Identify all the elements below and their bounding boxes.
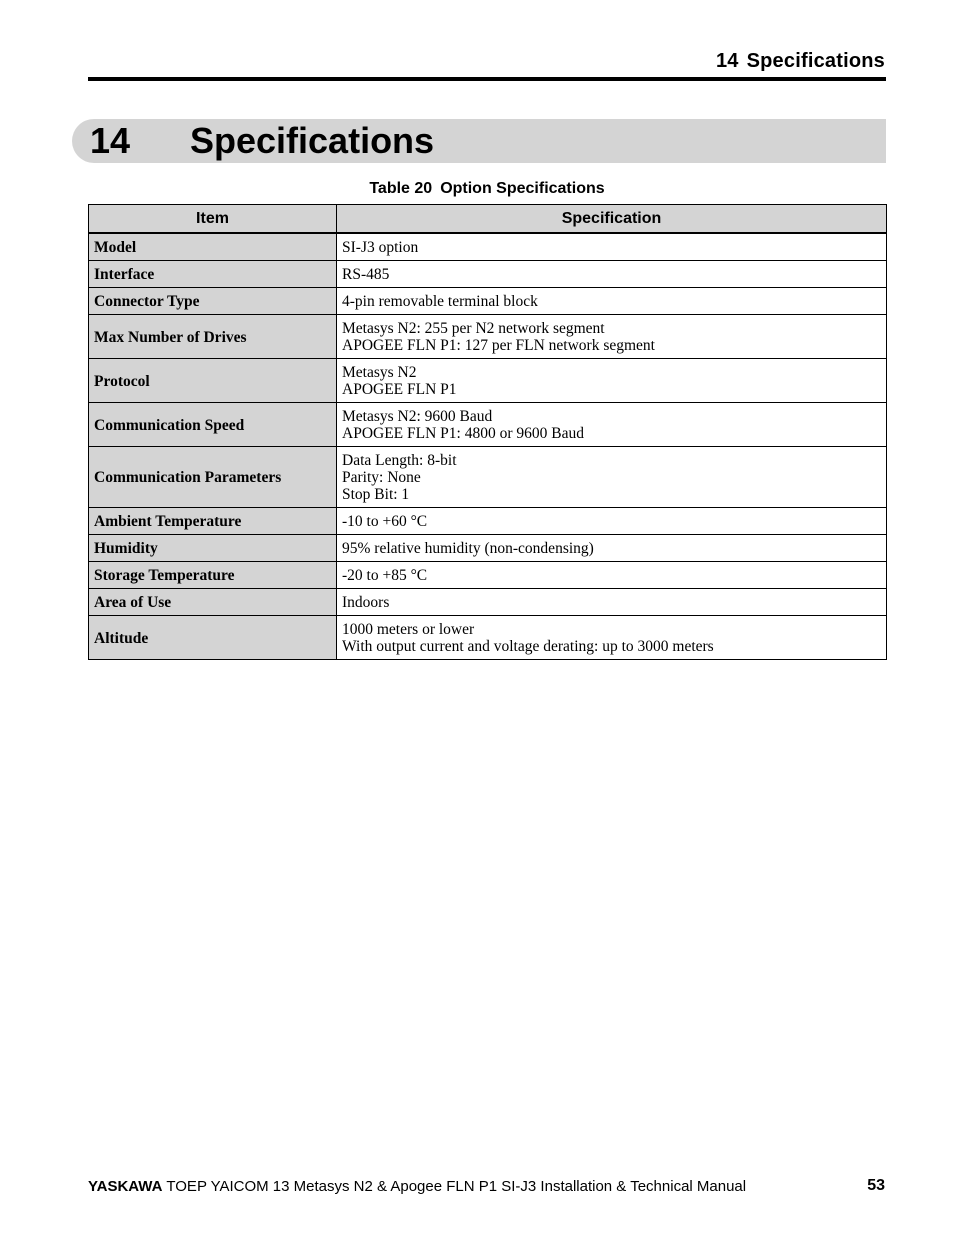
table-row — [89, 288, 887, 315]
table-row — [89, 535, 887, 562]
specification-line: Parity: None — [342, 469, 421, 486]
row-specification — [337, 447, 887, 508]
row-item-label: Connector Type — [89, 288, 337, 315]
option-specifications-table — [88, 204, 887, 660]
row-specification — [337, 403, 887, 447]
footer — [88, 1178, 746, 1195]
table-row — [89, 233, 887, 261]
row-specification — [337, 508, 887, 535]
specification-line: Data Length: 8-bit — [342, 452, 457, 469]
table-row — [89, 562, 887, 589]
row-item-label: Altitude — [89, 616, 337, 660]
specification-line: With output current and voltage derating: up to 3000 meters — [342, 638, 714, 655]
specification-line: 1000 meters or lower — [342, 621, 475, 638]
footer-brand: YASKAWA — [88, 1178, 163, 1195]
row-item-label: Model — [89, 233, 337, 261]
row-item-label: Interface — [89, 261, 337, 288]
specification-line: 95% relative humidity (non-condensing) — [342, 540, 594, 557]
row-specification — [337, 288, 887, 315]
header-rule — [88, 77, 886, 81]
row-item-label: Protocol — [89, 359, 337, 403]
specification-line: APOGEE FLN P1 — [342, 381, 457, 398]
row-item-label: Humidity — [89, 535, 337, 562]
running-header-title: Specifications — [746, 50, 885, 72]
section-number: 14 — [90, 120, 131, 161]
table-caption-label: Table 20 — [369, 180, 433, 197]
row-item-label: Area of Use — [89, 589, 337, 616]
specification-line: SI-J3 option — [342, 239, 419, 256]
table-row — [89, 261, 887, 288]
table-row — [89, 508, 887, 535]
row-specification — [337, 589, 887, 616]
table-row — [89, 447, 887, 508]
specification-line: Metasys N2 — [342, 364, 417, 381]
running-header — [716, 50, 885, 73]
table-row — [89, 589, 887, 616]
specification-line: 4-pin removable terminal block — [342, 293, 538, 310]
section-title: Specifications — [190, 120, 435, 161]
row-specification — [337, 562, 887, 589]
specification-line: Metasys N2: 9600 Baud — [342, 408, 493, 425]
row-item-label: Storage Temperature — [89, 562, 337, 589]
table-row — [89, 616, 887, 660]
specification-line: -10 to +60 °C — [342, 513, 428, 530]
specification-line: Stop Bit: 1 — [342, 486, 410, 503]
row-item-label: Communication Speed — [89, 403, 337, 447]
table-row — [89, 403, 887, 447]
table-header-row — [89, 205, 887, 234]
row-specification — [337, 616, 887, 660]
row-specification — [337, 535, 887, 562]
specification-line: Indoors — [342, 594, 390, 611]
row-item-label: Max Number of Drives — [89, 315, 337, 359]
table-row — [89, 359, 887, 403]
row-specification — [337, 233, 887, 261]
table-caption-title: Option Specifications — [440, 180, 605, 197]
specification-line: RS-485 — [342, 266, 390, 283]
specification-line: APOGEE FLN P1: 4800 or 9600 Baud — [342, 425, 584, 442]
specification-line: Metasys N2: 255 per N2 network segment — [342, 320, 605, 337]
row-item-label: Ambient Temperature — [89, 508, 337, 535]
specification-line: APOGEE FLN P1: 127 per FLN network segment — [342, 337, 655, 354]
row-specification — [337, 359, 887, 403]
page-number: 53 — [867, 1177, 885, 1194]
specification-line: -20 to +85 °C — [342, 567, 428, 584]
table-body — [89, 233, 887, 660]
row-item-label: Communication Parameters — [89, 447, 337, 508]
running-header-number: 14 — [715, 50, 739, 72]
section-heading — [72, 119, 886, 163]
row-specification — [337, 261, 887, 288]
header-item: Item — [89, 205, 337, 234]
row-specification — [337, 315, 887, 359]
footer-text: TOEP YAICOM 13 Metasys N2 & Apogee FLN P1 SI-J3 Installation & Technical Manual — [166, 1178, 747, 1195]
table-row — [89, 315, 887, 359]
table-caption — [88, 180, 886, 198]
header-specification: Specification — [337, 205, 887, 234]
